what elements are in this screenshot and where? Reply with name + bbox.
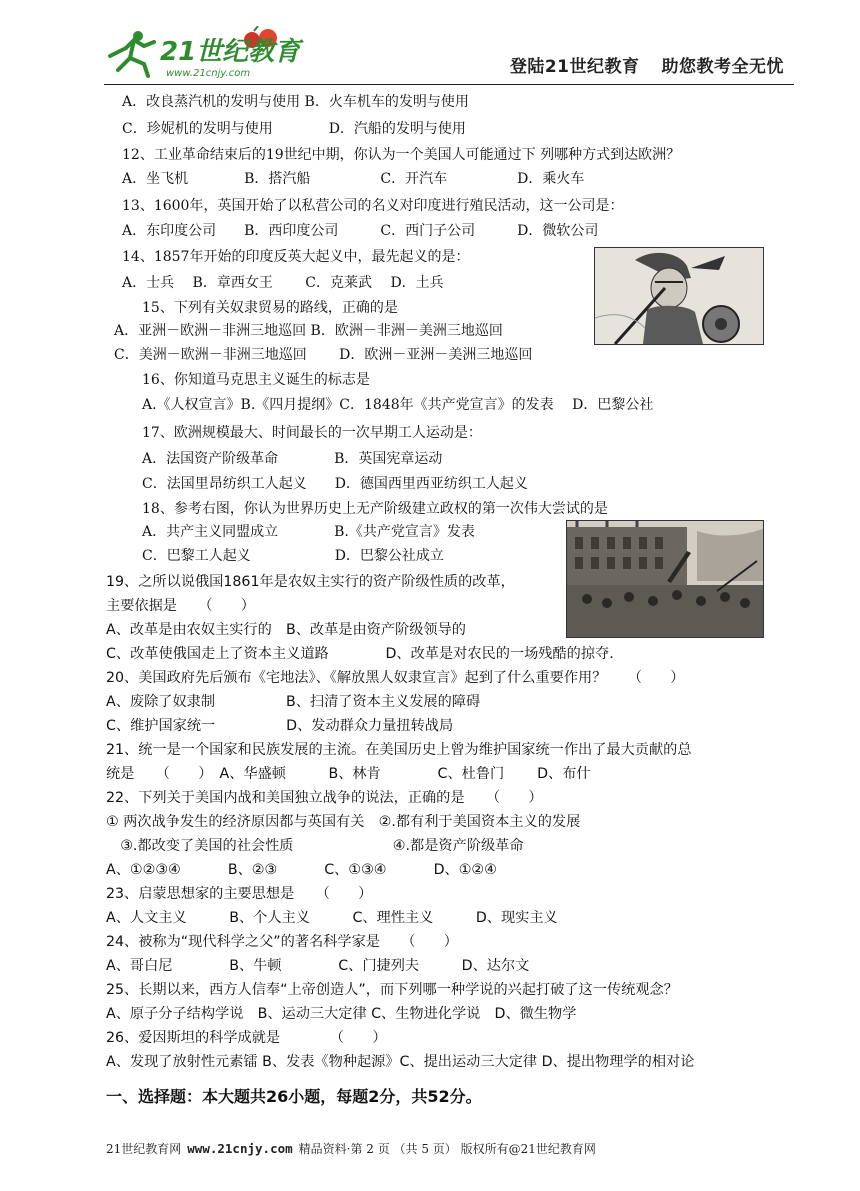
paris-commune-image: [566, 520, 764, 638]
text-line: A．坐飞机 B．搭汽船 C．开汽车 D．乘火车: [122, 171, 585, 187]
text-line: A、①②③④ B、②③ C、①③④ D、①②④: [106, 862, 497, 878]
text-line: A．东印度公司 B．西印度公司 C．西门子公司 D．微软公司: [122, 223, 599, 239]
page-footer: [106, 1140, 596, 1157]
text-line: A、发现了放射性元素镭 B、发表《物种起源》C、提出运动三大定律 D、提出物理学的相对论: [106, 1054, 695, 1070]
site-logo: [104, 26, 304, 80]
text-line: 24、被称为“现代科学之父”的著名科学家是 （ ）: [106, 934, 458, 950]
text-line: A．士兵 B．章西女王 C．克莱武 D．土兵: [122, 275, 444, 291]
svg-text:www.21cnjy.com: www.21cnjy.com: [166, 68, 251, 79]
text-line: ③.都改变了美国的社会性质 ④.都是资产阶级革命: [106, 838, 524, 854]
text-line: 统是 （ ） A、华盛顿 B、林肯 C、杜鲁门 D、布什: [106, 766, 591, 782]
footer-site: 21世纪教育网: [106, 1142, 182, 1156]
text-line: A．共产主义同盟成立 B.《共产党宣言》发表: [142, 524, 475, 540]
text-line: 15、下列有关奴隶贸易的路线，正确的是: [142, 300, 398, 316]
text-line: 21、统一是一个国家和民族发展的主流。在美国历史上曾为维护国家统一作出了最大贡献的总: [106, 742, 692, 758]
runner-icon: [110, 31, 154, 76]
text-line: C、改革使俄国走上了资本主义道路 D、改革是对农民的一场残酷的掠夺.: [106, 646, 614, 662]
text-line: 12、工业革命结束后的19世纪中期，你认为一个美国人可能通过下 列哪种方式到达欧洲？: [122, 147, 681, 163]
text-line: 17、欧洲规模最大、时间最长的一次早期工人运动是：: [142, 425, 482, 441]
text-line: C．美洲－欧洲－非洲三地巡回 D．欧洲－亚洲－美洲三地巡回: [114, 347, 533, 363]
header-slogan: [488, 52, 784, 77]
text-line: A.《人权宣言》B.《四月提纲》C．1848年《共产党宣言》的发表 D．巴黎公社: [142, 397, 654, 413]
slogan-login: 登陆21世纪教育: [509, 57, 640, 77]
text-line: 14、1857年开始的印度反英大起义中，最先起义的是：: [122, 249, 470, 265]
text-line: A、人文主义 B、个人主义 C、理性主义 D、现实主义: [106, 910, 558, 926]
text-line: 18、参考右图，你认为世界历史上无产阶级建立政权的第一次伟大尝试的是: [142, 501, 608, 517]
text-line: A、哥白尼 B、牛顿 C、门捷列夫 D、达尔文: [106, 958, 530, 974]
footer-url[interactable]: www.21cnjy.com: [187, 1141, 293, 1156]
text-line: A、原子分子结构学说 B、运动三大定律 C、生物进化学说 D、微生物学: [106, 1006, 577, 1022]
text-line: 26、爱因斯坦的科学成就是 （ ）: [106, 1030, 387, 1046]
text-line: A、改革是由农奴主实行的 B、改革是由资产阶级领导的: [106, 622, 466, 638]
text-line: A、废除了奴隶制 B、扫清了资本主义发展的障碍: [106, 694, 481, 710]
text-line: 22、下列关于美国内战和美国独立战争的说法，正确的是 （ ）: [106, 790, 543, 806]
queen-of-jhansi-image: [594, 247, 764, 345]
text-line: A．改良蒸汽机的发明与使用 B．火车机车的发明与使用: [122, 94, 469, 110]
text-line: 13、1600年，英国开始了以私营公司的名义对印度进行殖民活动，这一公司是：: [122, 198, 624, 214]
text-line: C、维护国家统一 D、发动群众力量扭转战局: [106, 718, 454, 734]
text-line: 主要依据是 （ ）: [106, 598, 255, 614]
slogan-help: 助您教考全无忧: [661, 57, 784, 77]
text-line: 16、你知道马克思主义诞生的标志是: [142, 372, 370, 388]
footer-page-info: 精品资料·第 2 页 （共 5 页） 版权所有@21世纪教育网: [298, 1142, 596, 1156]
text-line: C．巴黎工人起义 D．巴黎公社成立: [142, 548, 444, 564]
text-line: A．亚洲－欧洲－非洲三地巡回 B．欧洲－非洲－美洲三地巡回: [114, 323, 503, 339]
text-line: ① 两次战争发生的经济原因都与英国有关 ②.都有利于美国资本主义的发展: [106, 814, 581, 830]
text-line: A．法国资产阶级革命 B．英国宪章运动: [142, 451, 443, 467]
page-header: [104, 22, 794, 85]
section-title: 一、选择题：本大题共26小题，每题2分，共52分。: [106, 1087, 482, 1106]
text-line: C．法国里昂纺织工人起义 D．德国西里西亚纺织工人起义: [142, 476, 528, 492]
text-line: 25、长期以来，西方人信奉“上帝创造人”，而下列哪一种学说的兴起打破了这一传统观念？: [106, 982, 678, 998]
text-line: 20、美国政府先后颁布《宅地法》、《解放黑人奴隶宣言》起到了什么重要作用？ （ ）: [106, 670, 685, 686]
text-line: 23、启蒙思想家的主要思想是 （ ）: [106, 886, 373, 902]
text-line: C．珍妮机的发明与使用 D．汽船的发明与使用: [122, 121, 466, 137]
text-line: 19、之所以说俄国1861年是农奴主实行的资产阶级性质的改革，: [106, 574, 515, 590]
svg-text:21世纪教育: 21世纪教育: [160, 37, 301, 67]
